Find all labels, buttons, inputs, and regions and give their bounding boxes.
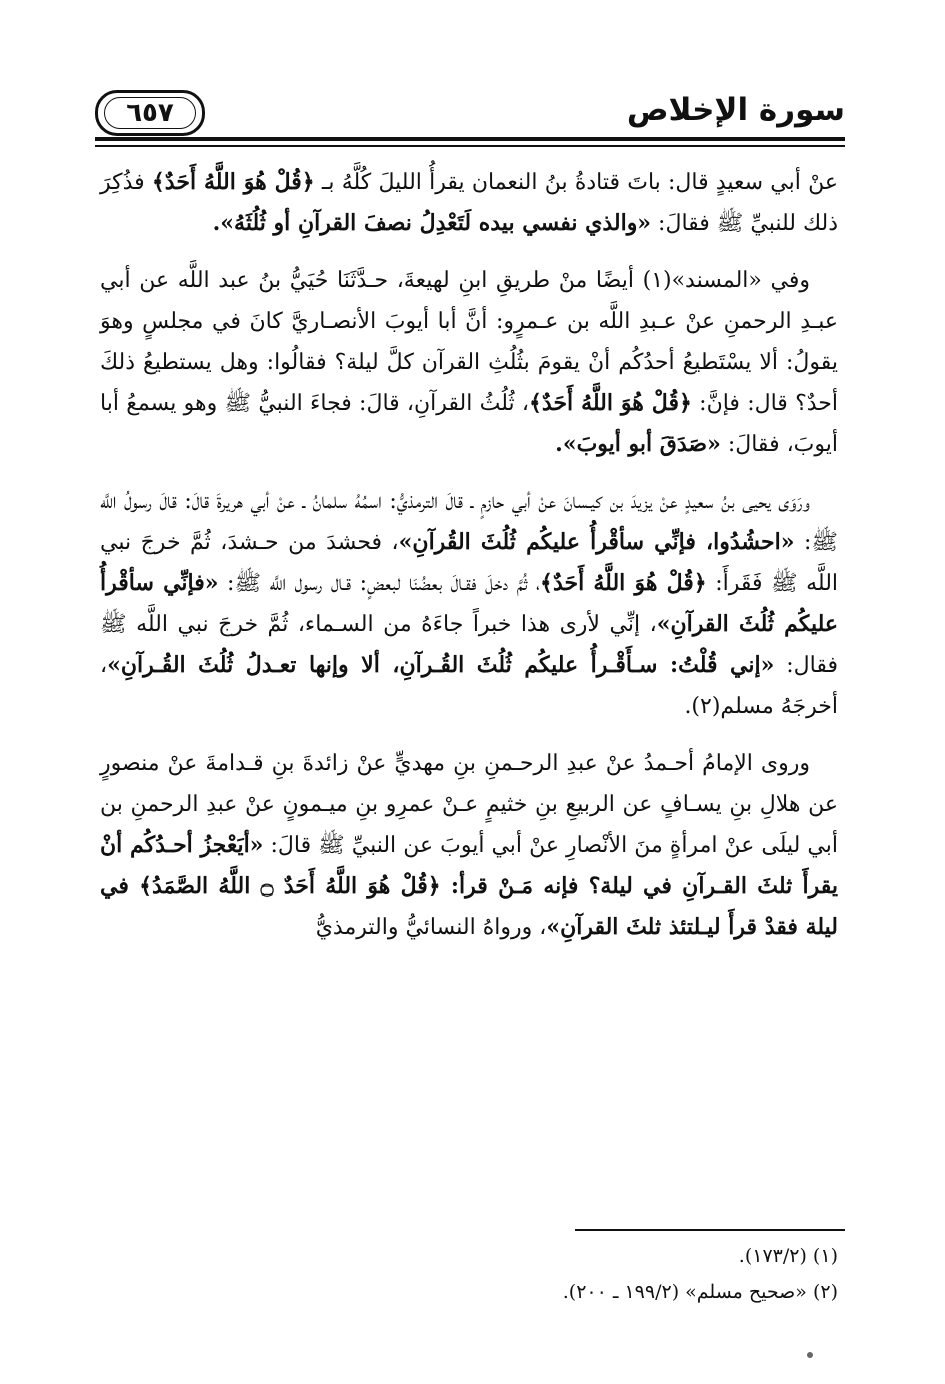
quoted-text: ﴿قُلْ هُوَ اللَّهُ أَحَدٌ﴾: [151, 169, 315, 195]
footnote-1: (١) (١٧٣/٢).: [738, 1245, 838, 1267]
text-run: ، ثُمَّ دخلَ فقـالَ بعضُنَا لبعضٍ: قـال رسول اللَّه ﷺ:: [218, 571, 541, 596]
text-run: وروى الإمامُ أحـمدُ عنْ عبدِ الرحـمنِ بنِ مهديٍّ عنْ زائدةَ بنِ قـدامةَ عنْ منصورٍ عن هلالِ بنِ يسـافٍ عن الربيعِ بنِ خثيمٍ عـنْ عمرِو بنِ ميـمونٍ عنْ عبدِ الرحمنِ بن أبي ليلَى عنْ امرأةٍ منَ الأنْصارِ عنْ أبي أيوبَ عن النبيِّ ﷺ قالَ:: [100, 751, 838, 858]
header-rule-thick: [95, 137, 845, 141]
text-run: عنْ أبي سعيدٍ قال: باتَ قتادةُ بنُ النعمان يقرأُ الليلَ كُلَّهُ بـ: [314, 170, 838, 195]
text-run: ، ورواهُ النسائيُّ والترمذيُّ: [315, 915, 547, 940]
paragraph: [100, 743, 838, 948]
paragraph: [100, 162, 838, 244]
footnotes: [100, 1238, 838, 1310]
text-run: وفي «المسند»(١) أيضًا منْ طريقِ ابنِ لهيعةَ، حـدَّثَنَا حُيَيُّ بنُ عبد اللَّه عن أبي عبـدِ الرحمنِ عنْ عـبدِ اللَّه بن عـمرٍو: أنَّ أبا أيوبَ الأنصـاريَّ كانَ في مجلسٍ وهوَ يقولُ: ألا يسْتَطيعُ أحدُكُم أنْ يقومَ بثُلُثِ القرآن كلَّ ليلة؟ فقالُوا: وهل يستطيعُ ذلكَ أحدٌ؟ قال: فإنَّ:: [100, 268, 839, 416]
paragraph: [100, 260, 838, 465]
text-run: ، أخرجَهُ مسلم(٢).: [100, 653, 838, 719]
quoted-text: «إني قُلْتُ: سـأَقْـرأُ عليكُم ثُلُثَ القُـرآنِ، ألا وإنها تعـدلُ ثُلُثَ القُـرآنِ»: [107, 652, 775, 678]
page-number: ٦٥٧: [126, 98, 174, 128]
quoted-text: «أيَعْجزُ أحـدُكُم أنْ يقرأَ ثلثَ القـرآنِ في ليلة؟ فإنه مَـنْ قرأ: ﴿قُلْ هُوَ اللَّهُ أَحَدٌ ۝ اللَّهُ الصَّمَدُ﴾ في ليلة فقدْ قرأَ ليـلتئذ ثلثَ القرآنِ»: [100, 832, 838, 940]
quoted-text: ﴿قُلْ هُوَ اللَّهُ أَحَدٌ﴾: [540, 570, 707, 596]
paragraph: [100, 481, 838, 727]
quoted-text: «فإنِّي سأقْرأُ عليكُم ثُلُثَ القرآنِ»: [100, 570, 838, 637]
header-rule-thin: [95, 145, 845, 147]
text-run: ورَوَى يحيى بنُ سعيدٍ عنْ يزيدَ بن كيـسانَ عنْ أبي حازمٍ ـ قالَ الترمذيُّ: اسمُهُ سلمانُ ـ عنْ أبي هريرةَ قالَ: قالَ رسولُ اللَّه ﷺ:: [100, 489, 838, 555]
page-number-frame: [95, 90, 205, 136]
text-run: ، ثُلُثُ القرآنِ، قالَ: فجاءَ النبيُّ ﷺ وهو يسمعُ أبا أيوبَ، فقالَ:: [100, 391, 838, 457]
quoted-text: «صَدَقَ أبو أيوبَ».: [555, 431, 721, 457]
footnote-2: (٢) «صحيح مسلم» (١٩٩/٢ ـ ٢٠٠).: [562, 1281, 838, 1303]
text-run: ، فحشدَ من حـشدَ، ثُمَّ خرجَ نبي اللَّه ﷺ فَقَرأَ:: [100, 530, 839, 596]
text-run: فذُكِرَ ذلك للنبيِّ ﷺ فقالَ:: [100, 170, 838, 236]
scan-dot: [807, 1352, 813, 1358]
page-header: [95, 82, 845, 134]
quoted-text: «والذي نفسي بيده لَتَعْدِلُ نصفَ القرآنِ أو ثُلُثَهُ».: [212, 210, 652, 236]
text-run: ، إنِّي لأرى هذا خبراً جاءَهُ من السـماء، ثُمَّ خرجَ نبي اللَّه ﷺ فقال:: [100, 612, 838, 678]
body-text: [100, 162, 838, 964]
quoted-text: «احشُدُوا، فإنِّي سأقْرأُ عليكُم ثُلُثَ القُرآنِ»: [398, 529, 795, 555]
surah-title: سورة الإخلاص: [626, 92, 845, 128]
quoted-text: ﴿قُلْ هُوَ اللَّهُ أَحَدٌ﴾: [529, 390, 692, 416]
footnote-separator: [575, 1229, 845, 1231]
